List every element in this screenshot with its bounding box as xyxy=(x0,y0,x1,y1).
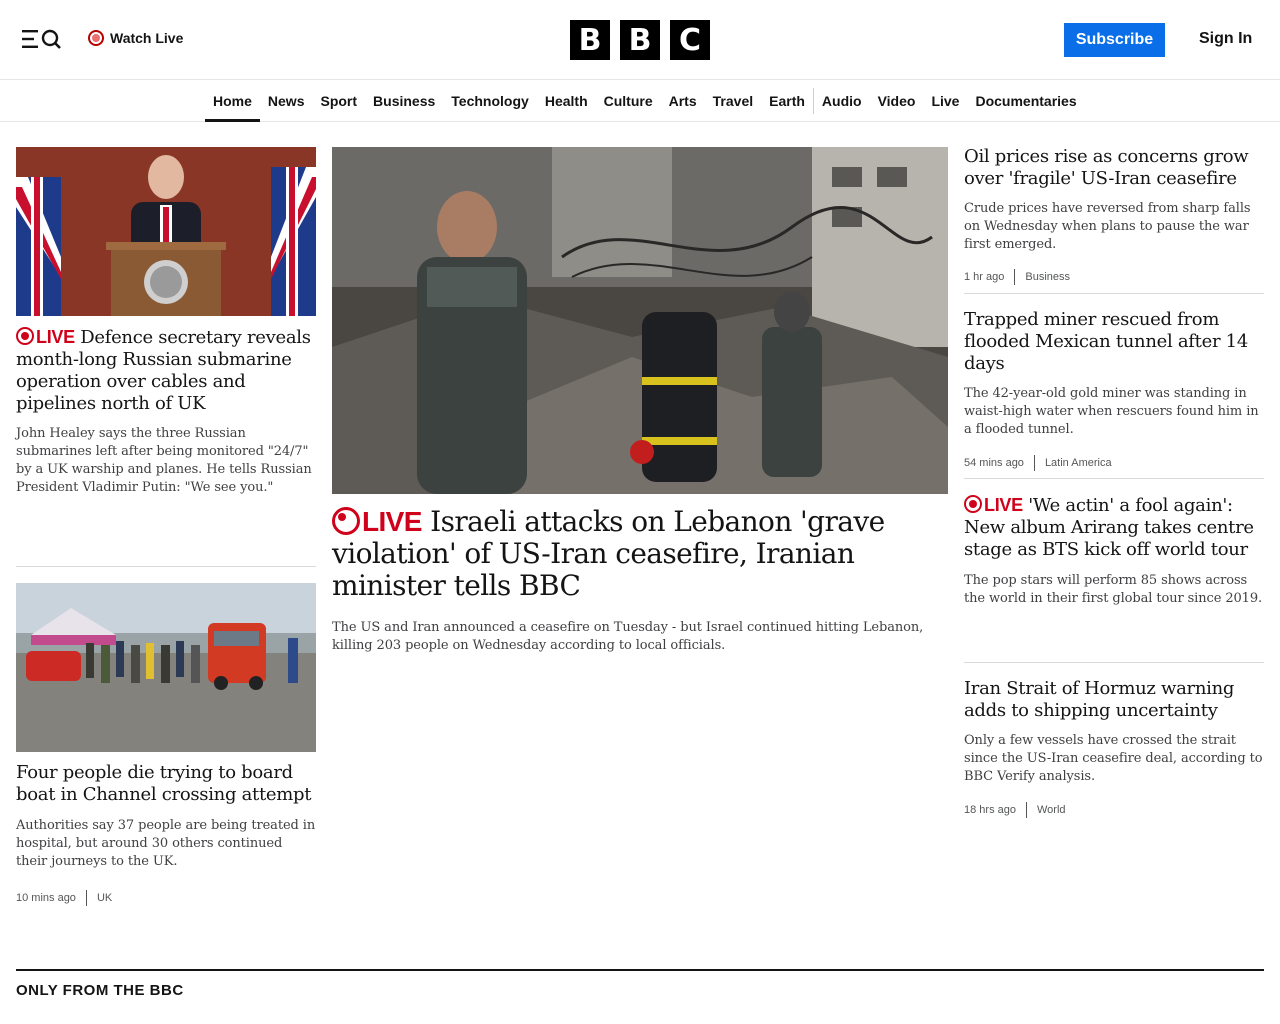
nav-item-health[interactable]: Health xyxy=(544,93,588,109)
story-time: 10 mins ago xyxy=(16,892,76,904)
story-meta xyxy=(16,890,316,906)
section-rule xyxy=(16,969,1264,971)
story-meta xyxy=(964,455,1264,471)
rubble-image xyxy=(332,147,948,494)
story-tag[interactable]: Business xyxy=(1025,271,1071,283)
press-conference-image xyxy=(16,147,316,316)
story-channel[interactable] xyxy=(16,762,316,906)
story-description: The 42-year-old gold miner was standing in waist-high water when rescuers found him in a flooded tunnel. xyxy=(964,386,1259,437)
live-dot-icon xyxy=(88,30,104,46)
story-title[interactable]: Trapped miner rescued from flooded Mexican tunnel after 14 days xyxy=(964,309,1248,374)
nav-item-news[interactable]: News xyxy=(267,93,305,109)
section-title: ONLY FROM THE BBC xyxy=(16,982,184,999)
story-hormuz[interactable] xyxy=(964,678,1264,818)
nav-list xyxy=(205,80,1085,122)
main-nav xyxy=(0,80,1280,122)
meta-separator xyxy=(1014,269,1015,285)
story-description: Authorities say 37 people are being treated in hospital, but around 30 others continued their journeys to the UK. xyxy=(16,818,316,869)
meta-separator xyxy=(86,890,87,906)
nav-item-audio[interactable]: Audio xyxy=(821,93,862,109)
nav-item-sport[interactable]: Sport xyxy=(320,93,358,109)
story-description: The pop stars will perform 85 shows across the world in their first global tour since 2019. xyxy=(964,573,1263,606)
story-title[interactable]: Iran Strait of Hormuz warning adds to shipping uncertainty xyxy=(964,678,1235,721)
story-tag[interactable]: World xyxy=(1036,804,1066,816)
story-time: 18 hrs ago xyxy=(964,804,1016,816)
nav-item-live[interactable]: Live xyxy=(931,93,960,109)
nav-item-arts[interactable]: Arts xyxy=(668,93,697,109)
story-bts[interactable] xyxy=(964,494,1264,608)
story-image-defence[interactable] xyxy=(16,147,316,316)
nav-item-documentaries[interactable]: Documentaries xyxy=(975,93,1077,109)
nav-item-home[interactable]: Home xyxy=(205,80,260,122)
nav-item-business[interactable]: Business xyxy=(373,93,436,109)
live-label: LIVE xyxy=(362,506,422,537)
live-icon xyxy=(964,495,982,513)
logo-block-3: C xyxy=(670,20,710,60)
story-title[interactable]: Four people die trying to board boat in Channel crossing attempt xyxy=(16,762,312,805)
story-title[interactable] xyxy=(964,494,1264,561)
meta-separator xyxy=(1026,802,1027,818)
logo-block-1: B xyxy=(570,20,610,60)
watch-live-link[interactable] xyxy=(88,30,183,46)
menu-search-icon[interactable] xyxy=(20,26,64,52)
story-title-text: 'We actin' a fool again': New album Arirang takes centre stage as BTS kick off world tour xyxy=(964,495,1254,560)
story-time: 1 hr ago xyxy=(964,271,1005,283)
story-meta xyxy=(964,269,1264,285)
divider xyxy=(964,293,1264,294)
story-description: The US and Iran announced a ceasefire on Tuesday - but Israel continued hitting Lebanon, killing 203 people on Wednesday according to local officials. xyxy=(332,620,924,653)
story-lebanon[interactable] xyxy=(332,506,948,655)
story-title[interactable] xyxy=(332,506,948,602)
live-label: LIVE xyxy=(984,495,1023,515)
story-defence[interactable] xyxy=(16,326,316,497)
story-miner[interactable] xyxy=(964,309,1264,471)
story-title-text: Israeli attacks on Lebanon 'grave violation' of US-Iran ceasefire, Iranian minister tells BBC xyxy=(332,505,885,602)
subscribe-button[interactable]: Subscribe xyxy=(1064,23,1165,57)
beach-rescue-image xyxy=(16,583,316,752)
sign-in-button[interactable]: Sign In xyxy=(1199,30,1253,47)
story-description: Crude prices have reversed from sharp falls on Wednesday when plans to pause the war first emerged. xyxy=(964,201,1251,252)
story-meta xyxy=(964,802,1264,818)
site-header xyxy=(0,0,1280,80)
story-title[interactable] xyxy=(16,326,316,415)
story-image-channel[interactable] xyxy=(16,583,316,752)
story-title[interactable]: Oil prices rise as concerns grow over 'fragile' US-Iran ceasefire xyxy=(964,146,1249,189)
divider xyxy=(964,662,1264,663)
story-oil[interactable] xyxy=(964,146,1264,285)
story-description: Only a few vessels have crossed the strait since the US-Iran ceasefire deal, according to BBC Verify analysis. xyxy=(964,733,1263,784)
divider xyxy=(964,478,1264,479)
story-description: John Healey says the three Russian submarines left after being monitored "24/7" by a UK warship and planes. He tells Russian President Vladimir Putin: "We see you." xyxy=(16,426,312,495)
nav-item-technology[interactable]: Technology xyxy=(451,93,529,109)
live-icon xyxy=(16,327,34,345)
story-tag[interactable]: UK xyxy=(96,892,113,904)
story-image-lebanon[interactable] xyxy=(332,147,948,494)
nav-item-earth[interactable]: Earth xyxy=(769,93,805,109)
watch-live-label: Watch Live xyxy=(110,30,184,46)
story-time: 54 mins ago xyxy=(964,457,1024,469)
nav-item-video[interactable]: Video xyxy=(877,93,916,109)
live-label: LIVE xyxy=(36,327,75,347)
meta-separator xyxy=(1034,455,1035,471)
logo-block-2: B xyxy=(620,20,660,60)
story-tag[interactable]: Latin America xyxy=(1044,457,1112,469)
nav-item-culture[interactable]: Culture xyxy=(603,93,653,109)
bbc-logo[interactable] xyxy=(570,20,710,60)
divider xyxy=(16,566,316,567)
nav-item-travel[interactable]: Travel xyxy=(712,93,754,109)
story-title-text: Defence secretary reveals month-long Russian submarine operation over cables and pipelines north of UK xyxy=(16,327,311,414)
live-icon xyxy=(332,507,360,535)
